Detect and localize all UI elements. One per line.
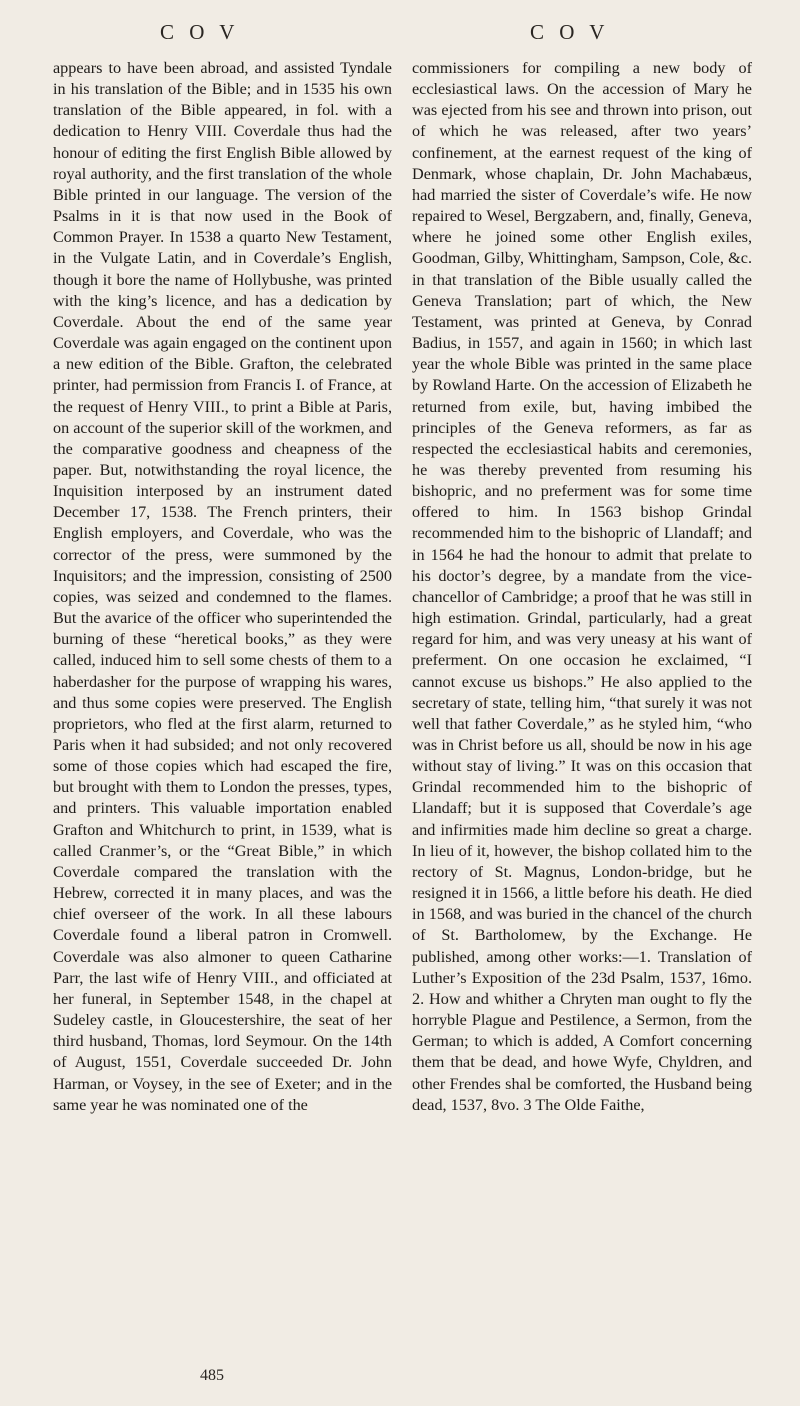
paragraph: commissioners for compiling a new body of ecclesiastical laws. On the accession of Mary he was ejected from his see and thrown into prison, out of which he was released, after two years’ confinement, at the earnest request of the king of Denmark, whose chaplain, Dr. John Machabæus, had married the sister of Coverdale’s wife. He now repaired to Wesel, Bergzabern, and, finally, Geneva, where he joined some other English exiles, Goodman, Gilby, Whittingham, Sampson, Cole, &c. in that translation of the Bible usually called the Geneva Translation; part of which, the New Testament, was printed at Geneva, by Conrad Badius, in 1557, and again in 1560; in which last year the whole Bible was printed in the same place by Rowland Harte. On the accession of Elizabeth he returned from exile, but, having imbibed the principles of the Geneva reformers, as far as respected the ecclesiastical habits and ceremonies, he was thereby prevented from resuming his bishopric, and no preferment was for some time offered to him. In 1563 bishop Grindal recommended him to the bishopric of Llandaff; and in 1564 he had the honour to admit that prelate to his doctor’s degree, by a mandate from the vice-chancellor of Cambridge; a proof that he was still in high estimation. Grindal, particularly, had a great regard for him, and was very uneasy at his want of preferment. On one occasion he exclaimed, “I cannot excuse us bishops.” He also applied to the secretary of state, telling him, “that surely it was not well that father Coverdale,” as he styled him, “who was in Christ before us all, should be now in his age without stay of living.” It was on this occasion that Grindal recommended him to the bishopric of Llandaff; but it is supposed that Coverdale’s age and infirmities made him decline so great a charge. In lieu of it, however, the bishop collated him to the rectory of St. Magnus, London-bridge, but he resigned it in 1566, a little before his death. He died in 1568, and was buried in the chancel of the church of St. Bartholomew, by the Exchange. He published, among other works:—1. Translation of Luther’s Exposition of the 23d Psalm, 1537, 16mo. 2. How and whither a Chryten man ought to fly the horryble Plague and Pestilence, a Sermon, from the German; to which is added, A Comfort concerning them that be dead, and howe Wyfe, Chyldren, and other Frendes shal be comforted, the Husband being dead, 1537, 8vo. 3 The Olde Faithe, xyxy=(412,59,752,1114)
page-number: 485 xyxy=(200,1367,224,1384)
text-column-left xyxy=(53,58,392,1116)
text-column-right xyxy=(412,58,752,1116)
running-head-right: C O V xyxy=(530,20,610,44)
paragraph: appears to have been abroad, and assisted Tyndale in his translation of the Bible; and in 1535 his own translation of the Bible appeared, in fol. with a dedication to Henry VIII. Coverdale thus had the honour of editing the first English Bible allowed by royal authority, and the first translation of the whole Bible printed in our language. The version of the Psalms in it is that now used in the Book of Common Prayer. In 1538 a quarto New Testament, in the Vulgate Latin, and in Coverdale’s English, though it bore the name of Hollybushe, was printed with the king’s licence, and has a dedication by Coverdale. About the end of the same year Coverdale was again engaged on the continent upon a new edition of the Bible. Grafton, the celebrated printer, had permission from Francis I. of France, at the request of Henry VIII., to print a Bible at Paris, on account of the superior skill of the workmen, and the comparative goodness and cheapness of the paper. But, notwithstanding the royal licence, the Inquisition interposed by an instrument dated December 17, 1538. The French printers, their English employers, and Coverdale, who was the corrector of the press, were summoned by the Inquisitors; and the impression, consisting of 2500 copies, was seized and condemned to the flames. But the avarice of the officer who superintended the burning of these “heretical books,” as they were called, induced him to sell some chests of them to a haberdasher for the purpose of wrapping his wares, and thus some copies were preserved. The English proprietors, who fled at the first alarm, returned to Paris when it had subsided; and not only recovered some of those copies which had escaped the fire, but brought with them to London the presses, types, and printers. This valuable importation enabled Grafton and Whitchurch to print, in 1539, what is called Cranmer’s, or the “Great Bible,” in which Coverdale compared the translation with the Hebrew, corrected it in many places, and was the chief overseer of the work. In all these labours Coverdale found a liberal patron in Cromwell. Coverdale was also almoner to queen Catharine Parr, the last wife of Henry VIII., and officiated at her funeral, in September 1548, in the chapel at Sudeley castle, in Gloucestershire, the seat of her third husband, Thomas, lord Seymour. On the 14th of August, 1551, Coverdale succeeded Dr. John Harman, or Voysey, in the see of Exeter; and in the same year he was nominated one of the xyxy=(53,59,392,1114)
running-head-left: C O V xyxy=(160,20,240,44)
